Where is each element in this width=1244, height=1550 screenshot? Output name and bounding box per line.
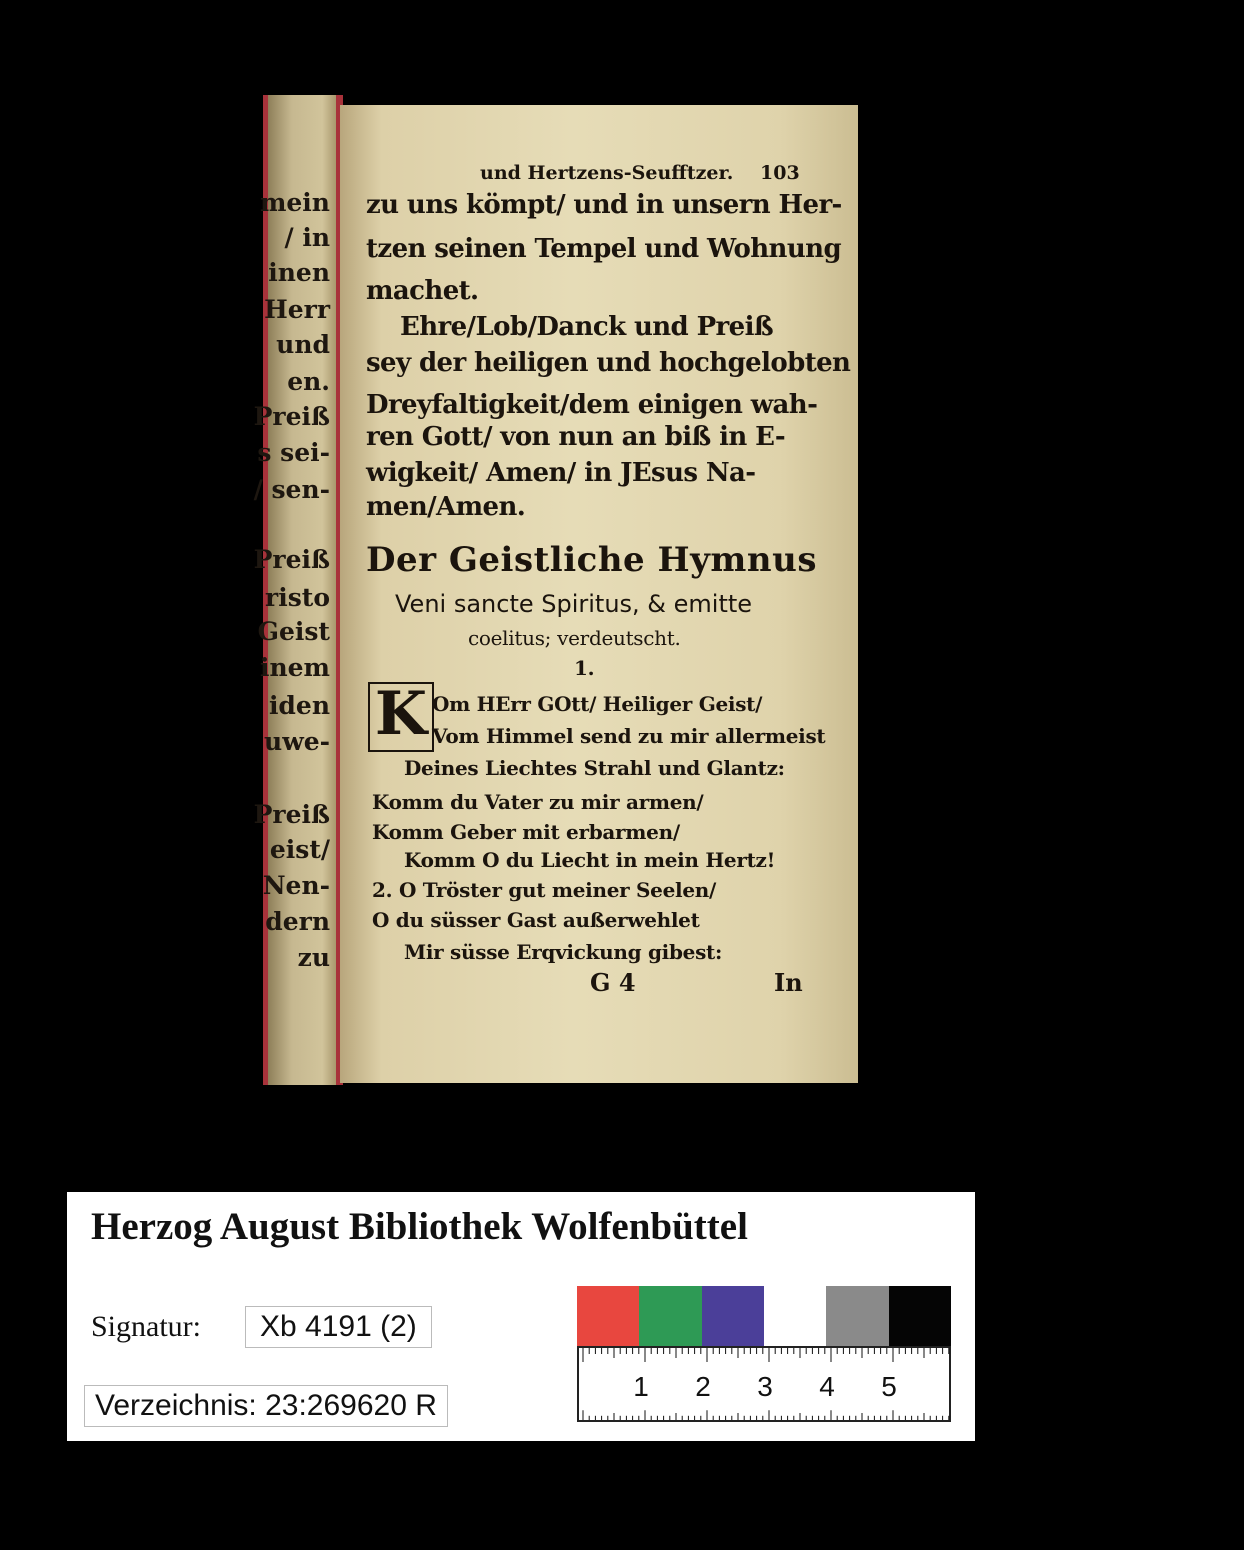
left-page-fragment: Preiß [253,545,330,574]
body-text-line: men/Amen. [366,492,526,522]
measurement-ruler [577,1346,951,1422]
hymn-line: Komm O du Liecht in mein Hertz! [404,848,776,872]
color-swatch [702,1286,764,1346]
left-page-fragment: Geist [257,617,330,646]
left-page-fragment: iden [268,691,330,720]
body-text-line: machet. [366,276,479,306]
library-name: Herzog August Bibliothek Wolfenbüttel [91,1205,748,1248]
left-page-fragment: uwe- [264,727,330,756]
color-swatch [764,1286,826,1346]
left-page-fragment: mein [259,188,330,217]
verzeichnis-text: Verzeichnis: 23:269620 R [84,1385,448,1427]
body-text-line: Dreyfaltigkeit/dem einigen wah- [366,390,818,420]
hymn-line: Komm du Vater zu mir armen/ [372,790,704,814]
body-text-line: ren Gott/ von nun an biß in E- [366,422,786,452]
left-page-fragment: inem [259,653,330,682]
hymn-title-line-2: Veni sancte Spiritus, & emitte [395,590,753,618]
hymn-line: O du süsser Gast außerwehlet [372,908,700,932]
dropcap-initial: K [368,682,434,752]
color-swatch [639,1286,701,1346]
left-page-fragment: s sei- [257,438,330,467]
body-text-line: tzen seinen Tempel und Wohnung [366,234,842,264]
ruler-number: 2 [695,1371,711,1402]
running-head-title: und Hertzens-Seufftzer. [480,162,734,184]
signatur-value: Xb 4191 (2) [245,1306,432,1348]
hymn-line: Vom Himmel send zu mir allermeist [432,724,826,748]
hymn-line: Mir süsse Erqvickung gibest: [404,940,723,964]
left-page-fragment: / in [284,223,330,252]
color-swatch [826,1286,888,1346]
hymn-title-line-3: coelitus; verdeutscht. [468,626,681,650]
ruler-number: 5 [881,1371,897,1402]
hymn-line: 2. O Tröster gut meiner Seelen/ [372,878,716,902]
left-page-fragment: und [276,330,330,359]
left-page-fragment: eist/ [269,835,330,864]
left-page-fragment: en. [287,367,330,396]
ruler-number: 1 [633,1371,649,1402]
left-page-fragment: Preiß [253,800,330,829]
hymn-title-line-1: Der Geistliche Hymnus [366,540,817,580]
color-swatch [889,1286,951,1346]
verse-number: 1. [574,656,595,680]
ruler-scale [579,1348,949,1420]
hymn-line: Om HErr GOtt/ Heiliger Geist/ [432,692,763,716]
signature-mark: G 4 [590,968,636,997]
body-text-line: zu uns kömpt/ und in unsern Her- [366,190,842,220]
left-page-fragment: Herr [264,295,330,324]
left-page-fragment: zu [297,943,330,972]
color-calibration-chart [577,1286,951,1346]
left-page-fragment: Nen- [262,871,330,900]
body-text-line: sey der heiligen und hochgelobten [366,348,851,378]
hymn-line: Deines Liechtes Strahl und Glantz: [404,756,785,780]
body-text-line: wigkeit/ Amen/ in JEsus Na- [366,458,756,488]
color-swatch [577,1286,639,1346]
left-page-fragment: dern [265,907,330,936]
left-page-fragment: risto [265,583,330,612]
page-number: 103 [760,162,800,184]
signatur-label: Signatur: [91,1310,201,1343]
left-page [253,95,336,1085]
left-page-fragment: Preiß [253,402,330,431]
left-page-fragment: / sen- [253,475,330,504]
catchword: In [774,968,803,997]
ruler-number: 3 [757,1371,773,1402]
left-page-fragment: inen [268,258,330,287]
ruler-number: 4 [819,1371,835,1402]
library-label-card [67,1192,975,1441]
hymn-line: Komm Geber mit erbarmen/ [372,820,680,844]
body-text-line: Ehre/Lob/Danck und Preiß [400,312,774,342]
